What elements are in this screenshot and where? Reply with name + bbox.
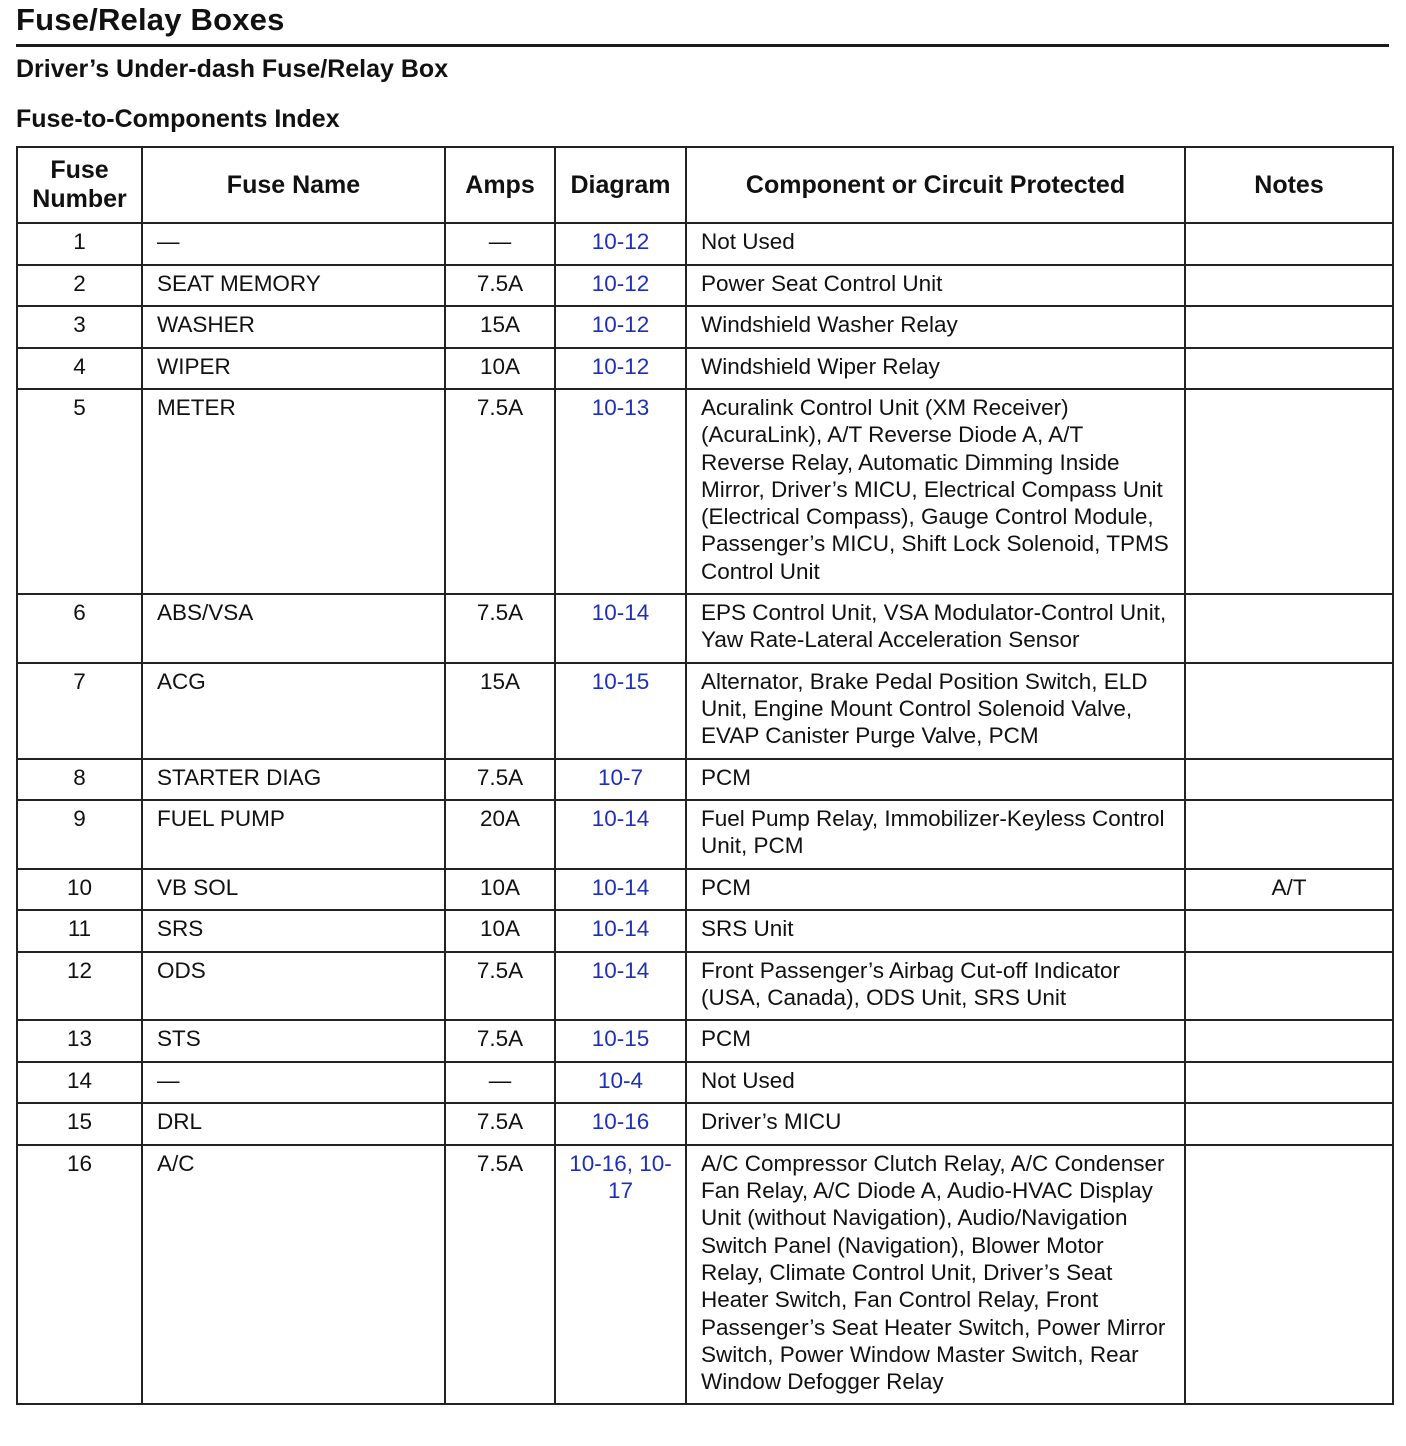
fuse-number-cell: 13 [17,1020,142,1062]
component-cell: SRS Unit [686,910,1185,952]
fuse-name-cell: STS [142,1020,445,1062]
table-row [17,594,1393,663]
table-row [17,348,1393,390]
fuse-number-cell: 16 [17,1145,142,1405]
table-row [17,952,1393,1021]
component-cell: Fuel Pump Relay, Immobilizer-Keyless Control Unit, PCM [686,800,1185,869]
table-row [17,1062,1393,1104]
diagram-link[interactable]: 10-14 [555,869,686,911]
diagram-link[interactable]: 10-16 [555,1103,686,1145]
fuse-name-cell: FUEL PUMP [142,800,445,869]
component-cell: Front Passenger’s Airbag Cut-off Indicator (USA, Canada), ODS Unit, SRS Unit [686,952,1185,1021]
notes-cell [1185,663,1393,759]
table-row [17,1145,1393,1405]
table-row [17,265,1393,307]
component-cell: Windshield Wiper Relay [686,348,1185,390]
diagram-link[interactable]: 10-15 [555,663,686,759]
fuse-number-cell: 5 [17,389,142,594]
notes-cell [1185,1020,1393,1062]
amps-cell: — [445,223,555,265]
component-cell: Driver’s MICU [686,1103,1185,1145]
fuse-number-cell: 12 [17,952,142,1021]
component-cell: Power Seat Control Unit [686,265,1185,307]
fuse-name-cell: WASHER [142,306,445,348]
notes-cell [1185,1145,1393,1405]
fuse-number-cell: 3 [17,306,142,348]
fuse-name-cell: — [142,1062,445,1104]
amps-cell: — [445,1062,555,1104]
notes-cell [1185,348,1393,390]
diagram-link[interactable]: 10-14 [555,594,686,663]
diagram-link[interactable]: 10-16, 10-17 [555,1145,686,1405]
notes-cell [1185,1062,1393,1104]
table-row [17,800,1393,869]
amps-cell: 7.5A [445,1145,555,1405]
component-cell: PCM [686,759,1185,801]
fuse-name-cell: VB SOL [142,869,445,911]
amps-cell: 10A [445,910,555,952]
component-cell: EPS Control Unit, VSA Modulator-Control Unit, Yaw Rate-Lateral Acceleration Sensor [686,594,1185,663]
component-cell: Not Used [686,223,1185,265]
component-cell: PCM [686,1020,1185,1062]
fuse-number-cell: 1 [17,223,142,265]
fuse-number-cell: 10 [17,869,142,911]
header-amps: Amps [445,147,555,223]
fuse-number-cell: 2 [17,265,142,307]
amps-cell: 20A [445,800,555,869]
fuse-name-cell: DRL [142,1103,445,1145]
table-row [17,663,1393,759]
diagram-link[interactable]: 10-4 [555,1062,686,1104]
table-row [17,306,1393,348]
diagram-link[interactable]: 10-12 [555,265,686,307]
component-cell: Alternator, Brake Pedal Position Switch, ELD Unit, Engine Mount Control Solenoid Valve, EVAP Canister Purge Valve, PCM [686,663,1185,759]
page-subtitle: Driver’s Under-dash Fuse/Relay Box [16,55,449,83]
fuse-number-cell: 14 [17,1062,142,1104]
amps-cell: 7.5A [445,389,555,594]
table-row [17,869,1393,911]
amps-cell: 7.5A [445,759,555,801]
section-title: Fuse-to-Components Index [16,105,340,133]
notes-cell [1185,1103,1393,1145]
amps-cell: 7.5A [445,265,555,307]
amps-cell: 10A [445,348,555,390]
header-notes: Notes [1185,147,1393,223]
notes-cell [1185,265,1393,307]
fuse-name-cell: ABS/VSA [142,594,445,663]
table-row [17,910,1393,952]
fuse-number-cell: 15 [17,1103,142,1145]
component-cell: Not Used [686,1062,1185,1104]
component-cell: PCM [686,869,1185,911]
fuse-number-cell: 7 [17,663,142,759]
amps-cell: 7.5A [445,594,555,663]
table-row [17,223,1393,265]
notes-cell [1185,389,1393,594]
notes-cell [1185,594,1393,663]
header-component: Component or Circuit Protected [686,147,1185,223]
table-row [17,759,1393,801]
amps-cell: 10A [445,869,555,911]
diagram-link[interactable]: 10-15 [555,1020,686,1062]
fuse-number-cell: 9 [17,800,142,869]
fuse-name-cell: WIPER [142,348,445,390]
title-divider [16,44,1389,47]
fuse-name-cell: SRS [142,910,445,952]
fuse-name-cell: ACG [142,663,445,759]
header-fuse-number: Fuse Number [17,147,142,223]
amps-cell: 7.5A [445,1020,555,1062]
fuse-name-cell: STARTER DIAG [142,759,445,801]
fuse-number-cell: 6 [17,594,142,663]
diagram-link[interactable]: 10-12 [555,223,686,265]
amps-cell: 15A [445,306,555,348]
table-header-row [17,147,1393,223]
component-cell: Acuralink Control Unit (XM Receiver) (AcuraLink), A/T Reverse Diode A, A/T Reverse Relay, Automatic Dimming Inside Mirror, Driver’s MICU, Electrical Compass Unit (Electrical Compass), Gauge Control Module, Passenger’s MICU, Shift Lock Solenoid, TPMS Control Unit [686,389,1185,594]
notes-cell [1185,306,1393,348]
component-cell: A/C Compressor Clutch Relay, A/C Condenser Fan Relay, A/C Diode A, Audio-HVAC Display Unit (without Navigation), Audio/Navigation Switch Panel (Navigation), Blower Motor Relay, Climate Control Unit, Driver’s Seat Heater Switch, Fan Control Relay, Front Passenger’s Seat Heater Switch, Power Mirror Switch, Power Window Master Switch, Rear Window Defogger Relay [686,1145,1185,1405]
table-row [17,1020,1393,1062]
fuse-name-cell: A/C [142,1145,445,1405]
diagram-link[interactable]: 10-13 [555,389,686,594]
header-fuse-name: Fuse Name [142,147,445,223]
fuse-name-cell: METER [142,389,445,594]
component-cell: Windshield Washer Relay [686,306,1185,348]
notes-cell [1185,910,1393,952]
fuse-name-cell: ODS [142,952,445,1021]
diagram-link[interactable]: 10-12 [555,348,686,390]
header-diagram: Diagram [555,147,686,223]
notes-cell: A/T [1185,869,1393,911]
notes-cell [1185,800,1393,869]
amps-cell: 7.5A [445,952,555,1021]
diagram-link[interactable]: 10-14 [555,910,686,952]
fuse-name-cell: — [142,223,445,265]
table-row [17,1103,1393,1145]
fuse-number-cell: 4 [17,348,142,390]
fuse-index-table [16,146,1394,1405]
diagram-link[interactable]: 10-7 [555,759,686,801]
diagram-link[interactable]: 10-12 [555,306,686,348]
table-row [17,389,1393,594]
table-body [17,223,1393,1404]
fuse-number-cell: 11 [17,910,142,952]
amps-cell: 7.5A [445,1103,555,1145]
fuse-name-cell: SEAT MEMORY [142,265,445,307]
fuse-number-cell: 8 [17,759,142,801]
amps-cell: 15A [445,663,555,759]
notes-cell [1185,223,1393,265]
page-title: Fuse/Relay Boxes [16,2,285,37]
notes-cell [1185,759,1393,801]
diagram-link[interactable]: 10-14 [555,952,686,1021]
notes-cell [1185,952,1393,1021]
diagram-link[interactable]: 10-14 [555,800,686,869]
